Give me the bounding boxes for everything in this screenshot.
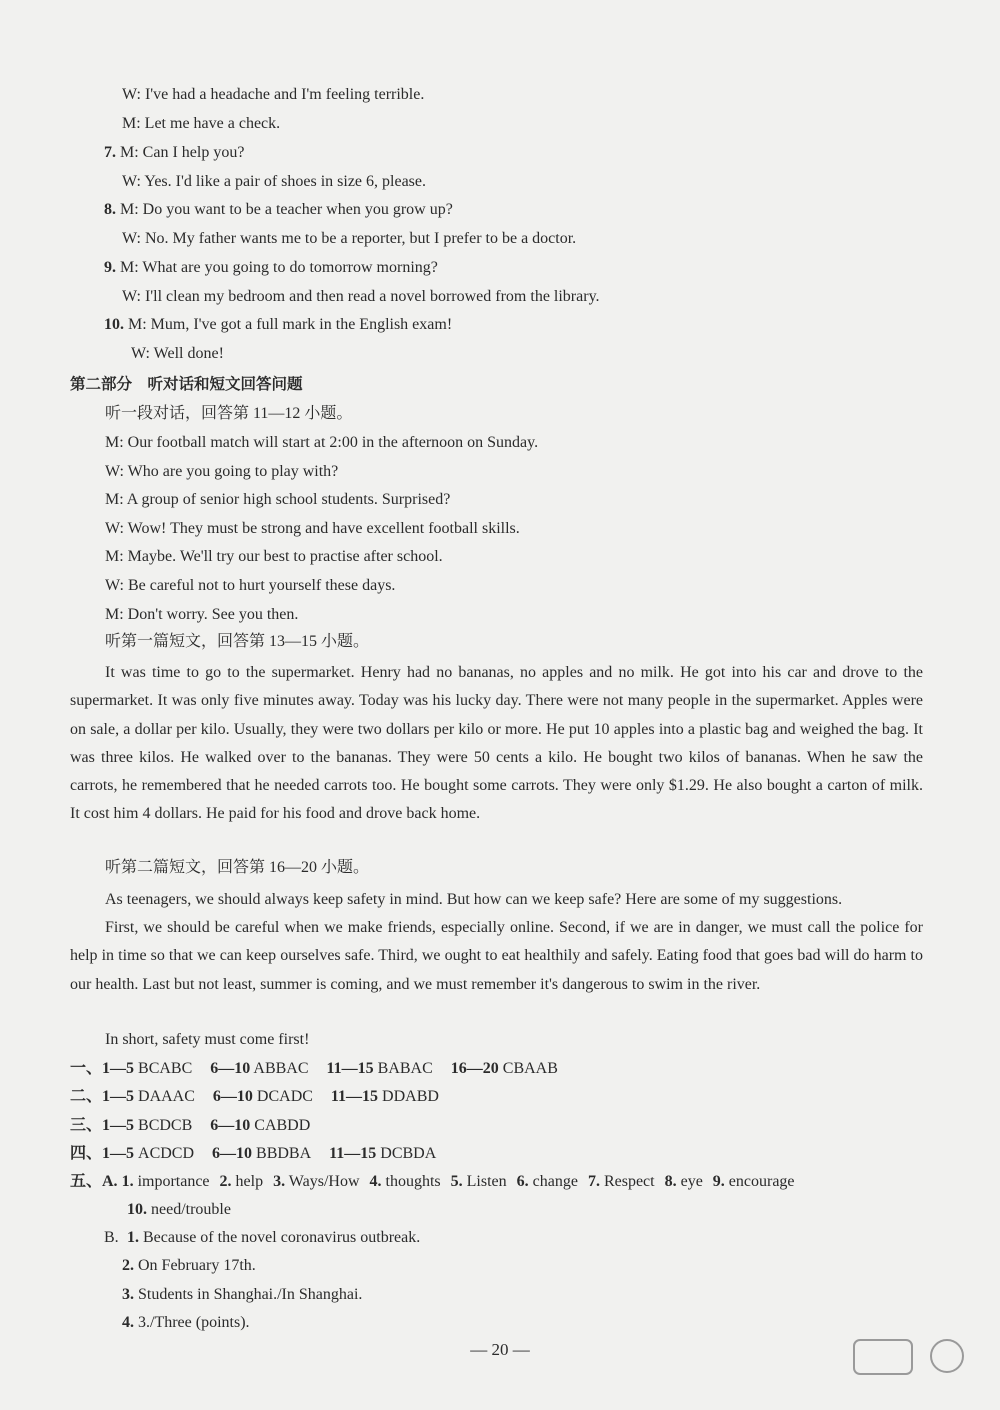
dialogue-line: [122, 171, 426, 193]
speaker: W:: [131, 345, 150, 362]
dialogue-line: [104, 257, 438, 279]
item-answer: Listen: [466, 1173, 507, 1190]
item-number: 3.: [273, 1173, 286, 1190]
item-number: 5.: [450, 1173, 463, 1190]
item-number: 2.: [122, 1257, 134, 1275]
dialogue-text: Do you want to be a teacher when you grow up?: [138, 201, 453, 218]
dialogue-text: Be careful not to hurt yourself these days.: [123, 577, 396, 594]
dialogue-line: [104, 199, 453, 221]
answer-row: [70, 1115, 310, 1137]
dialogue-line: [122, 228, 576, 250]
speaker: W:: [122, 86, 141, 103]
dialogue-text: Yes. I'd like a pair of shoes in size 6, please.: [140, 173, 426, 190]
item-number: 7.: [104, 144, 116, 161]
dialogue-line: [105, 546, 443, 568]
section5-b-label: B.: [104, 1229, 119, 1246]
answer-range: 11—15: [330, 1088, 379, 1106]
speaker: M:: [120, 144, 139, 161]
item-number: 9.: [712, 1173, 725, 1190]
dialogue-text: Who are you going to play with?: [123, 462, 339, 480]
answer-range: 1—5: [102, 1088, 135, 1106]
answer-section-label: 一、: [70, 1060, 103, 1077]
passage1-text: It was time to go to the supermarket. Henry had no bananas, no apples and no milk. He got into his car and drove to the supermarket. It was only five minutes away. Today was his lucky day. There were not many people in the supermarket. Apples were on sale, a dollar per kilo. Usually, they were two dollars per kilo or more. He put 10 apples into a plastic bag and weighed the bag. It was three kilos. He walked over to the bananas. They were 50 cents a kilo. He bought two kilos of bananas. When he saw the carrots, he remembered that he needed carrots too. He bought some carrots. They were only $1.29. He also bought a carton of milk. It cost him 4 dollars. He paid for his food and drove back home.: [70, 664, 923, 823]
watermark-badge: [854, 1340, 912, 1374]
item-number: 6.: [516, 1173, 529, 1190]
dialogue-intro: 听一段对话，回答第 11—12 小题。: [105, 405, 353, 422]
dialogue-line: [122, 286, 600, 308]
item-number: 4.: [122, 1313, 134, 1331]
section5-a-row: [70, 1171, 795, 1193]
item-answer: thoughts: [385, 1173, 441, 1190]
answer-letters: BCABC: [138, 1060, 193, 1077]
dialogue-text: No. My father wants me to be a reporter, but I prefer to be a doctor.: [140, 230, 577, 247]
section5-b-row: [104, 1227, 119, 1249]
answer-section-label: 三、: [70, 1116, 103, 1134]
item-number: 8.: [104, 201, 116, 218]
answer-letters: BCDCB: [138, 1116, 193, 1134]
speaker: W:: [105, 462, 124, 480]
section5-b-item: [122, 1284, 362, 1306]
item-number: 2.: [219, 1173, 232, 1190]
dialogue-text: Well done!: [149, 345, 224, 362]
speaker: M:: [120, 201, 139, 218]
dialogue-text: What are you going to do tomorrow morning?: [138, 259, 438, 276]
item-answer: On February 17th.: [138, 1257, 256, 1275]
speaker: W:: [122, 230, 141, 247]
dialogue-line: [105, 604, 298, 626]
item-number: 7.: [587, 1173, 600, 1190]
answer-range: 6—10: [212, 1088, 253, 1106]
dialogue-text: A group of senior high school students. Surprised?: [123, 491, 451, 509]
speaker: M:: [105, 434, 124, 451]
dialogue-text: Wow! They must be strong and have excellent football skills.: [123, 519, 520, 537]
speaker: M:: [122, 115, 141, 132]
section5-label: 五、A.: [70, 1173, 118, 1190]
passage2-paragraph-1: As teenagers, we should always keep safety in mind. But how can we keep safe? Here are some of my suggestions.: [105, 891, 843, 908]
dialogue-line: [105, 432, 538, 454]
answer-letters: DCADC: [256, 1088, 313, 1106]
dialogue-line: [105, 461, 338, 483]
answer-letters: BBDBA: [256, 1144, 312, 1162]
answer-letters: CABDD: [254, 1116, 311, 1134]
section5-a-item-10: [127, 1199, 231, 1221]
answer-section-label: 二、: [70, 1088, 103, 1106]
answer-letters: DCBDA: [380, 1144, 437, 1162]
item-answer: encourage: [728, 1173, 795, 1190]
page-number: — 20 —: [470, 1340, 530, 1359]
speaker: M:: [105, 491, 124, 509]
item-answer: help: [235, 1173, 264, 1190]
passage2-paragraph-2: First, we should be careful when we make friends, especially online. Second, if we are in danger, we must call the police for help in time so that we can keep ourselves safe. Third, we ought to eat healthily and safely. Eating food that goes bad will do harm to our health. Last but not least, summer is coming, and we must remember it's dangerous to swim in the river.: [70, 919, 923, 993]
item-number: 1.: [121, 1173, 134, 1190]
section5-a-items: [122, 1173, 795, 1190]
speaker: W:: [122, 288, 141, 305]
dialogue-text: Don't worry. See you then.: [123, 605, 299, 623]
speaker: M:: [105, 605, 124, 623]
answer-letters: CBAAB: [502, 1060, 558, 1077]
dialogue-text: Our football match will start at 2:00 in the afternoon on Sunday.: [123, 434, 539, 451]
dialogue-text: Maybe. We'll try our best to practise after school.: [123, 548, 443, 566]
answer-row: [70, 1058, 558, 1080]
dialogue-text: I'll clean my bedroom and then read a novel borrowed from the library.: [140, 288, 600, 305]
dialogue-line: [131, 343, 224, 365]
answer-letters: ABBAC: [253, 1060, 309, 1077]
answer-range: 6—10: [210, 1060, 251, 1077]
watermark-circle: [931, 1340, 963, 1372]
item-number: 3.: [122, 1285, 134, 1303]
speaker: W:: [105, 577, 124, 594]
answer-row: [70, 1086, 439, 1108]
speaker: M:: [105, 548, 124, 566]
dialogue-line: [122, 113, 280, 135]
answer-range: 1—5: [102, 1060, 135, 1077]
dialogue-text: Let me have a check.: [140, 115, 281, 132]
dialogue-line: [105, 489, 450, 511]
answer-range: 16—20: [450, 1060, 499, 1077]
answer-range: 6—10: [210, 1116, 251, 1134]
item-number: 9.: [104, 259, 116, 276]
answer-row: [70, 1143, 436, 1165]
speaker: M:: [120, 259, 139, 276]
dialogue-line: [105, 575, 395, 597]
dialogue-line: [104, 314, 452, 336]
dialogue-text: Mum, I've got a full mark in the English exam!: [146, 316, 453, 333]
answer-range: 6—10: [212, 1144, 253, 1162]
section5-b-item: [127, 1227, 420, 1249]
speaker: M:: [128, 316, 147, 333]
answer-range: 1—5: [102, 1144, 135, 1162]
part2-heading: 第二部分 听对话和短文回答问题: [70, 375, 303, 393]
section5-b-item: [122, 1255, 256, 1277]
item-answer: eye: [680, 1173, 703, 1190]
section5-b-item: [122, 1312, 250, 1334]
item-answer: Ways/How: [288, 1173, 360, 1190]
passage1-intro: 听第一篇短文，回答第 13—15 小题。: [105, 633, 370, 650]
answer-range: 11—15: [329, 1144, 377, 1162]
dialogue-text: Can I help you?: [138, 144, 245, 161]
item-number: 10.: [127, 1201, 147, 1218]
answer-letters: DDABD: [382, 1088, 439, 1106]
item-answer: need/trouble: [151, 1201, 231, 1218]
watermark-logo: [762, 1336, 992, 1406]
item-answer: importance: [137, 1173, 210, 1190]
item-number: 8.: [664, 1173, 677, 1190]
answer-letters: DAAAC: [138, 1088, 195, 1106]
item-answer: 3./Three (points).: [138, 1313, 250, 1331]
dialogue-line: [122, 84, 424, 106]
answer-letters: BABAC: [377, 1060, 433, 1077]
answer-section-label: 四、: [70, 1144, 103, 1162]
item-number: 10.: [104, 316, 124, 333]
item-number: 4.: [369, 1173, 382, 1190]
item-answer: change: [532, 1173, 578, 1190]
item-answer: Respect: [603, 1173, 655, 1190]
dialogue-line: [105, 518, 520, 540]
speaker: W:: [105, 519, 124, 537]
answer-letters: ACDCD: [138, 1144, 195, 1162]
item-number: 1.: [127, 1229, 139, 1246]
passage2-intro: 听第二篇短文，回答第 16—20 小题。: [105, 859, 370, 876]
dialogue-line: [104, 142, 244, 164]
speaker: W:: [122, 173, 141, 190]
item-answer: Because of the novel coronavirus outbreak.: [143, 1229, 421, 1246]
item-answer: Students in Shanghai./In Shanghai.: [138, 1285, 363, 1303]
answer-range: 1—5: [102, 1116, 135, 1134]
passage2-paragraph-3: In short, safety must come first!: [105, 1031, 310, 1048]
dialogue-text: I've had a headache and I'm feeling terrible.: [140, 86, 425, 103]
answer-range: 11—15: [326, 1060, 374, 1077]
